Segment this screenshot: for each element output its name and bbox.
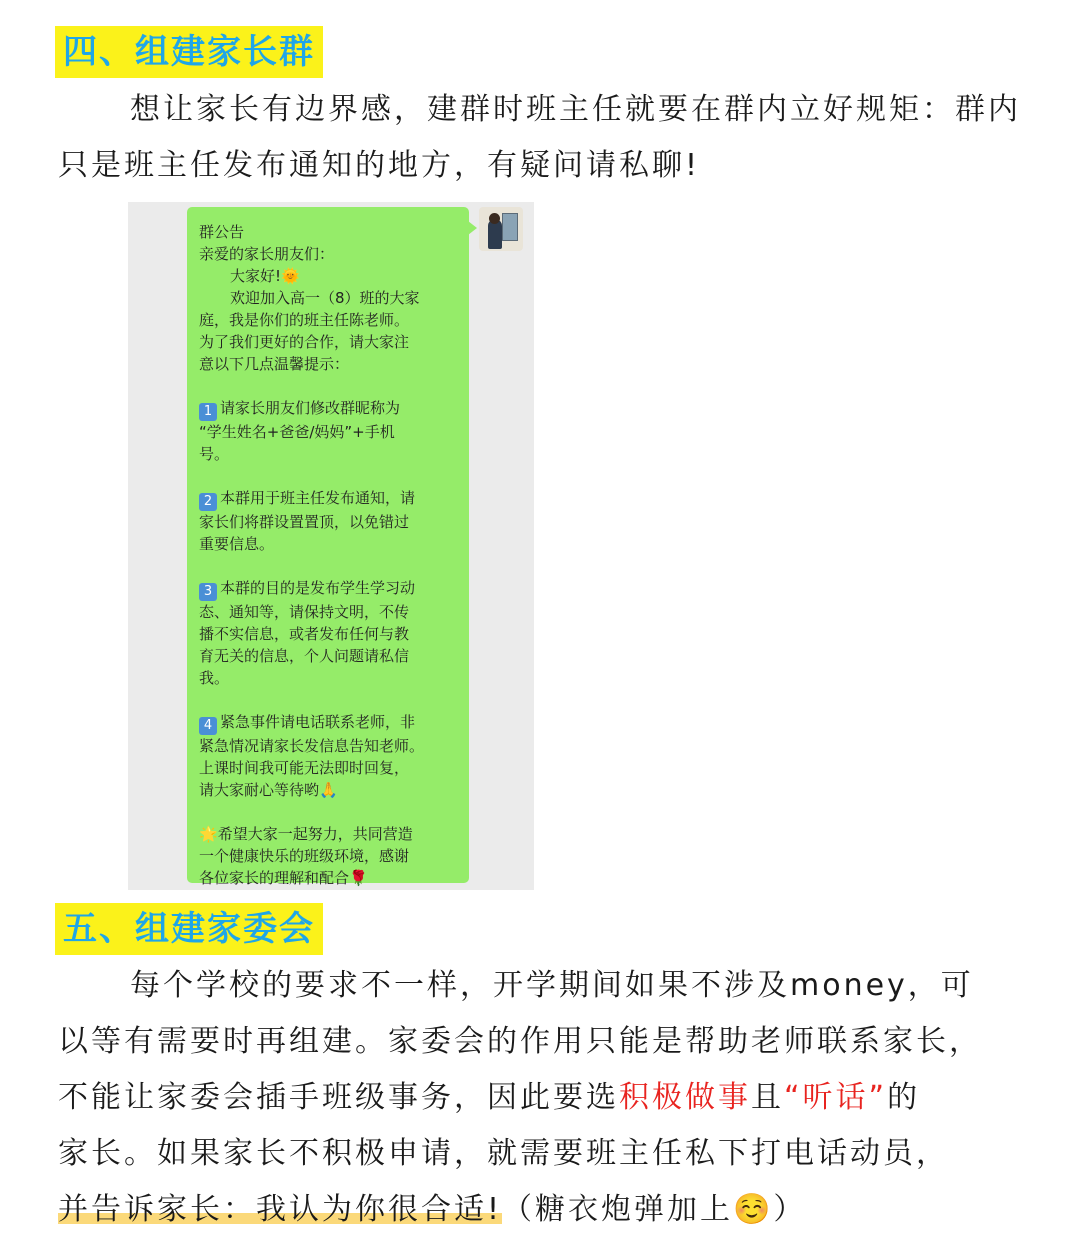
number-1-icon: 1 [199, 403, 217, 421]
item-4-line: 请大家耐心等待哟🙏 [199, 781, 338, 799]
item-3-line: 育无关的信息，个人问题请私信 [199, 647, 410, 665]
item-2-line: 2 本群用于班主任发布通知，请 [199, 487, 457, 511]
paragraph-line: 以等有需要时再组建。家委会的作用只能是帮助老师联系家长， [58, 1024, 982, 1059]
item-4-line: 紧急情况请家长发信息告知老师。 [199, 737, 425, 755]
item-2-line: 家长们将群设置置顶，以免错过 [199, 513, 410, 531]
rose-icon: 🌹 [349, 869, 368, 887]
star-icon: 🌟 [199, 825, 218, 843]
paragraph-line: 每个学校的要求不一样，开学期间如果不涉及money，可 [130, 968, 974, 1003]
paragraph-line: 并告诉家长：我认为你很合适!（糖衣炮弹加上☺️） [58, 1192, 807, 1227]
announcement-title: 群公告 [199, 223, 245, 241]
item-3-line: 播不实信息，或者发布任何与教 [199, 625, 410, 643]
section-4-paragraph [58, 82, 1033, 194]
item-2-line: 重要信息。 [199, 535, 275, 553]
sun-icon: 🌞 [281, 267, 300, 285]
announcement-greeting: 亲爱的家长朋友们： [199, 245, 335, 263]
item-1-line: 1 请家长朋友们修改群昵称为 [199, 397, 457, 421]
announcement-line: 欢迎加入高一（8）班的大家 [230, 289, 420, 307]
highlighted-text: 并告诉家长：我认为你很合适! [58, 1192, 503, 1227]
closing-line: 🌟希望大家一起努力，共同营造 [199, 825, 413, 843]
item-3-line: 3 本群的目的是发布学生学习动 [199, 577, 457, 601]
highlight-red-text: “听话” [784, 1080, 888, 1115]
item-1-line: 号。 [199, 445, 230, 463]
item-4-line: 4 紧急事件请电话联系老师，非 [199, 711, 457, 735]
closing-line: 各位家长的理解和配合🌹 [199, 869, 368, 887]
item-3-line: 态、通知等，请保持文明，不传 [199, 603, 410, 621]
highlight-red-text: 积极做事 [619, 1080, 751, 1115]
pray-icon: 🙏 [319, 781, 338, 799]
smile-icon: ☺️ [733, 1192, 774, 1227]
section-5-paragraph [58, 958, 1033, 1238]
announcement-line: 为了我们更好的合作，请大家注 [199, 333, 410, 351]
paragraph-line: 不能让家委会插手班级事务，因此要选积极做事且“听话”的 [58, 1080, 921, 1115]
avatar[interactable] [479, 207, 523, 251]
announcement-line: 意以下几点温馨提示： [199, 355, 350, 373]
number-4-icon: 4 [199, 717, 217, 735]
paragraph-line: 只是班主任发布通知的地方，有疑问请私聊! [58, 148, 701, 183]
announcement-line: 庭，我是你们的班主任陈老师。 [199, 311, 410, 329]
closing-line: 一个健康快乐的班级环境，感谢 [199, 847, 410, 865]
item-1-line: “学生姓名+爸爸/妈妈”+手机 [199, 423, 395, 441]
paragraph-line: 家长。如果家长不积极申请，就需要班主任私下打电话动员， [58, 1136, 949, 1171]
chat-screenshot [128, 202, 534, 890]
paragraph-line: 想让家长有边界感，建群时班主任就要在群内立好规矩：群内 [130, 92, 1021, 127]
number-3-icon: 3 [199, 583, 217, 601]
announcement-bubble [187, 207, 469, 887]
item-4-line: 上课时间我可能无法即时回复， [199, 759, 410, 777]
item-3-line: 我。 [199, 669, 230, 687]
section-5-heading: 五、组建家委会 [55, 903, 323, 955]
number-2-icon: 2 [199, 493, 217, 511]
announcement-hello: 大家好!🌞 [230, 267, 300, 285]
section-4-heading: 四、组建家长群 [55, 26, 323, 78]
